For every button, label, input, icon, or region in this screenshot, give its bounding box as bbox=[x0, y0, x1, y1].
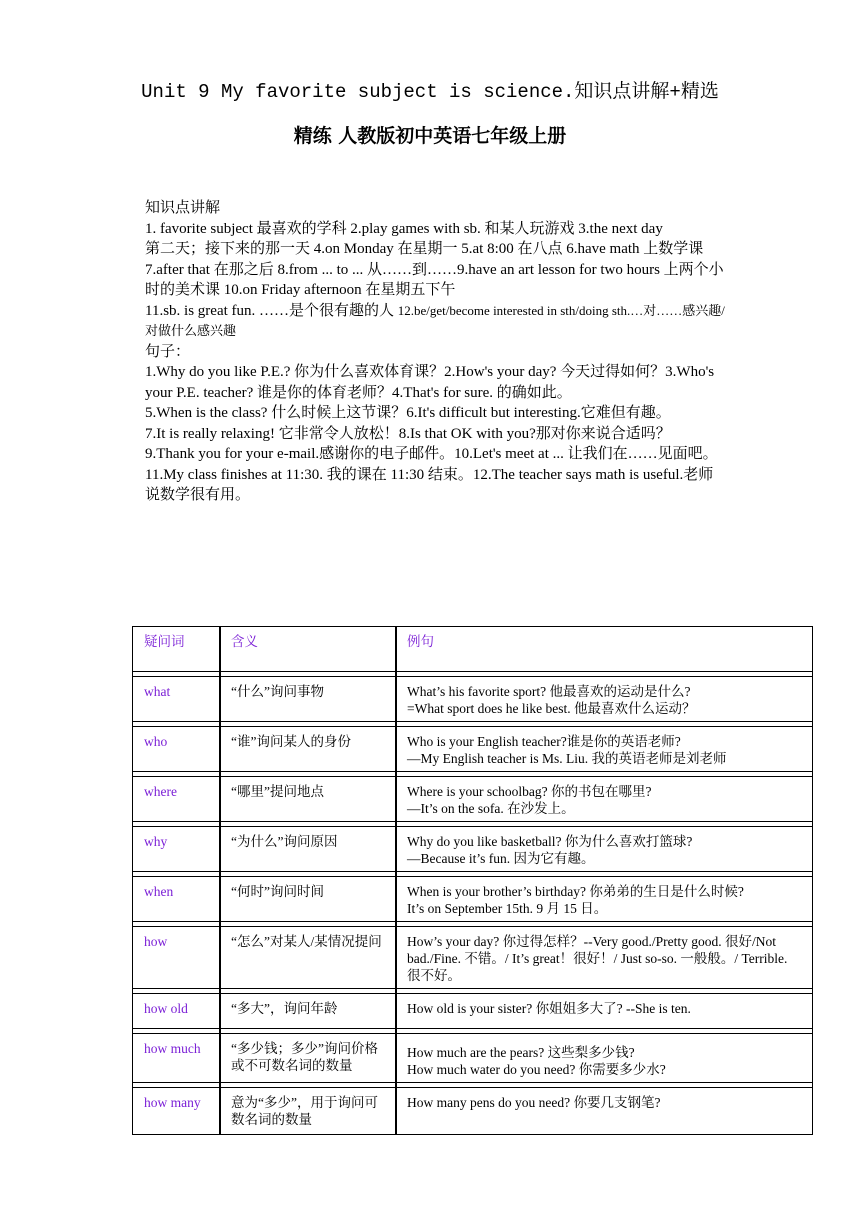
example-cell: How many pens do you need? 你要几支钢笔? bbox=[396, 1087, 813, 1135]
example-cell: How’s your day? 你过得怎样？--Very good./Pretty good. 很好/Not bad./Fine. 不错。/ It’s great！很好！/ Just so-so. 一般般。/ Terrible. 很不好。 bbox=[396, 926, 813, 989]
word-cell: how many bbox=[132, 1087, 220, 1135]
document-title-line-1: Unit 9 My favorite subject is science.知识点讲解+精选 bbox=[141, 81, 719, 103]
phrases-paragraph-2: 第二天；接下来的那一天 4.on Monday 在星期一 5.at 8:00 在八点 6.have math 上数学课 7.after that 在那之后 8.from ... to ... 从……到……9.have an art lesson for two hours 上两个小时的美术课 10.on Friday afternoon 在星期五下午 bbox=[145, 241, 724, 298]
word-cell: what bbox=[132, 676, 220, 722]
example-line: It’s on September 15th. 9 月 15 日。 bbox=[407, 901, 608, 916]
meaning-cell: “为什么”询问原因 bbox=[220, 826, 396, 872]
knowledge-points-section bbox=[145, 198, 725, 506]
table-row bbox=[132, 1087, 813, 1135]
example-cell bbox=[396, 826, 813, 872]
header-cell-word: 疑问词 bbox=[132, 626, 220, 672]
table-header-row bbox=[132, 626, 813, 672]
meaning-cell: “谁”询问某人的身份 bbox=[220, 726, 396, 772]
table-row bbox=[132, 876, 813, 922]
table-row bbox=[132, 1033, 813, 1083]
sentences-paragraph-3: 7.It is really relaxing! 它非常令人放松！8.Is that OK with you?那对你来说合适吗？ bbox=[145, 425, 671, 442]
example-line: Who is your English teacher?谁是你的英语老师? bbox=[407, 734, 681, 749]
word-cell: how bbox=[132, 926, 220, 989]
meaning-cell: “哪里”提问地点 bbox=[220, 776, 396, 822]
meaning-cell: “多大”，询问年龄 bbox=[220, 993, 396, 1029]
header-cell-meaning: 含义 bbox=[220, 626, 396, 672]
word-cell: how much bbox=[132, 1033, 220, 1083]
word-cell: when bbox=[132, 876, 220, 922]
phrase-11: 11.sb. is great fun. ……是个很有趣的人 bbox=[145, 302, 398, 319]
example-line: —It’s on the sofa. 在沙发上。 bbox=[407, 801, 575, 816]
table-row bbox=[132, 676, 813, 722]
sentences-paragraph-1: 1.Why do you like P.E.? 你为什么喜欢体育课？2.How's your day? 今天过得如何？3.Who's your P.E. teacher? 谁是你的体育老师？4.That's for sure. 的确如此。 bbox=[145, 364, 715, 401]
header-cell-example: 例句 bbox=[396, 626, 813, 672]
example-line: —My English teacher is Ms. Liu. 我的英语老师是刘老师 bbox=[407, 751, 727, 766]
phrases-paragraph-3 bbox=[145, 301, 725, 342]
example-cell bbox=[396, 726, 813, 772]
sentences-paragraph-2: 5.When is the class? 什么时候上这节课？6.It's difficult but interesting.它难但有趣。 bbox=[145, 405, 671, 421]
example-cell bbox=[396, 776, 813, 822]
word-cell: who bbox=[132, 726, 220, 772]
sentences-heading: 句子： bbox=[145, 343, 191, 360]
question-words-table bbox=[132, 626, 813, 1135]
example-line: Where is your schoolbag? 你的书包在哪里? bbox=[407, 784, 652, 799]
table-row bbox=[132, 826, 813, 872]
word-cell: how old bbox=[132, 993, 220, 1029]
table-row bbox=[132, 726, 813, 772]
table-row bbox=[132, 926, 813, 989]
phrases-paragraph-1: 1. favorite subject 最喜欢的学科 2.play games with sb. 和某人玩游戏 3.the next day bbox=[145, 220, 663, 237]
word-cell: why bbox=[132, 826, 220, 872]
example-line: How much are the pears? 这些梨多少钱? bbox=[407, 1045, 635, 1060]
example-cell bbox=[396, 676, 813, 722]
word-cell: where bbox=[132, 776, 220, 822]
example-line: Why do you like basketball? 你为什么喜欢打篮球? bbox=[407, 834, 693, 849]
sentences-paragraph-4: 9.Thank you for your e-mail.感谢你的电子邮件。10.Let's meet at ... 让我们在……见面吧。11.My class finishes at 11:30. 我的课在 11:30 结束。12.The teacher says math is useful.老师说数学很有用。 bbox=[145, 446, 718, 503]
example-line: How much water do you need? 你需要多少水? bbox=[407, 1062, 666, 1077]
table-row bbox=[132, 776, 813, 822]
meaning-cell: “什么”询问事物 bbox=[220, 676, 396, 722]
section-heading: 知识点讲解 bbox=[145, 200, 221, 216]
example-line: When is your brother’s birthday? 你弟弟的生日是什么时候? bbox=[407, 884, 744, 899]
example-cell: How old is your sister? 你姐姐多大了? --She is ten. bbox=[396, 993, 813, 1029]
example-line: —Because it’s fun. 因为它有趣。 bbox=[407, 851, 595, 866]
table-row bbox=[132, 993, 813, 1029]
example-cell bbox=[396, 1033, 813, 1083]
example-line: =What sport does he like best. 他最喜欢什么运动？ bbox=[407, 701, 696, 716]
meaning-cell: 意为“多少”，用于询问可数名词的数量 bbox=[220, 1087, 396, 1135]
meaning-cell: “怎么”对某人/某情况提问 bbox=[220, 926, 396, 989]
phrase-12: 12.be/get/become interested in sth/doing sth.…对……感兴趣/对做什么感兴趣 bbox=[145, 302, 725, 338]
example-cell bbox=[396, 876, 813, 922]
document-title-line-2: 精练 人教版初中英语七年级上册 bbox=[293, 125, 567, 147]
example-line: What’s his favorite sport? 他最喜欢的运动是什么? bbox=[407, 684, 691, 699]
meaning-cell: “多少钱；多少”询问价格或不可数名词的数量 bbox=[220, 1033, 396, 1083]
meaning-cell: “何时”询问时间 bbox=[220, 876, 396, 922]
